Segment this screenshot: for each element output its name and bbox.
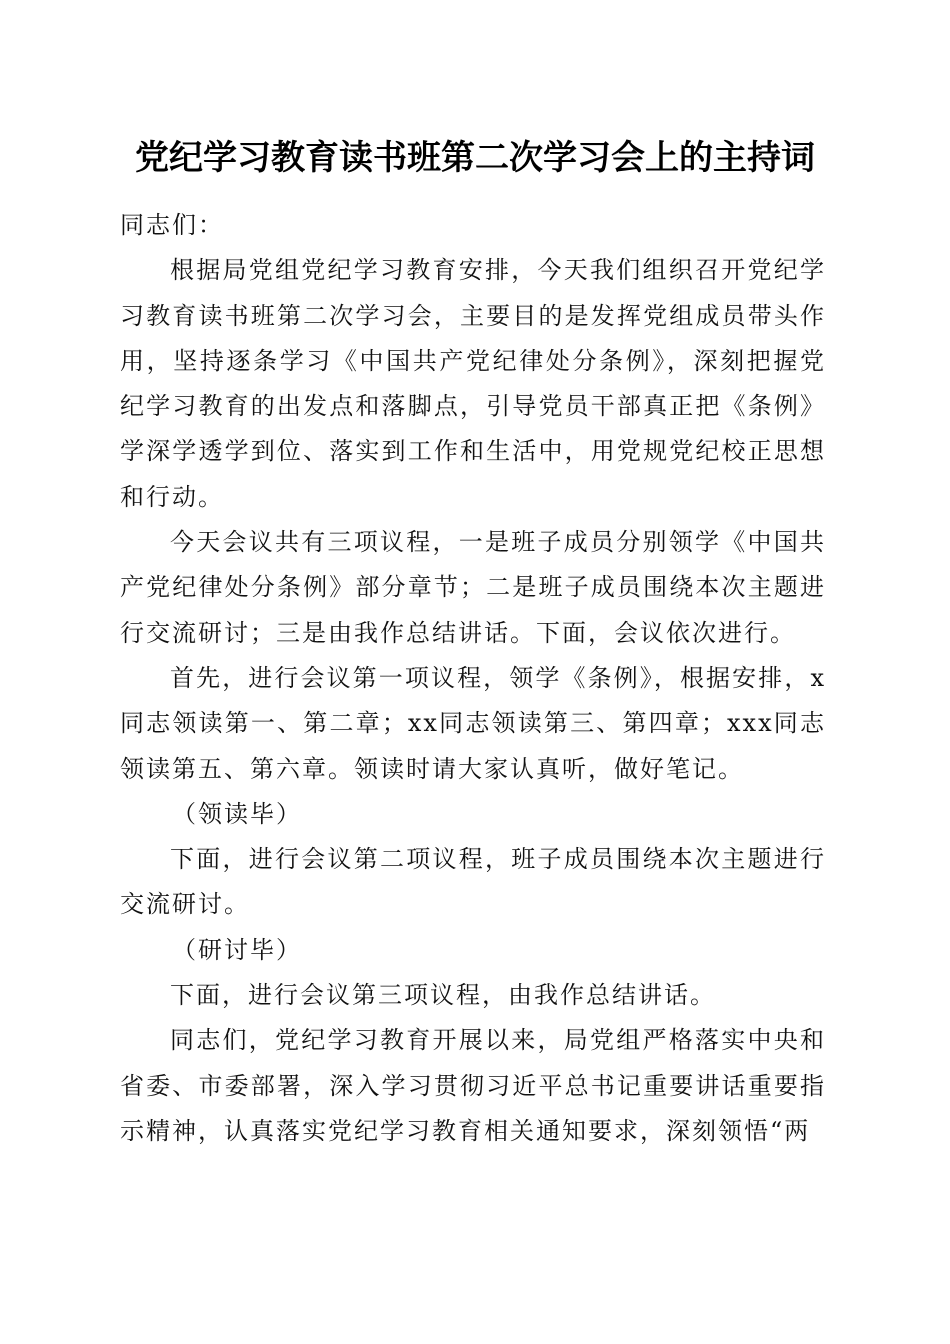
paragraph-agenda: 今天会议共有三项议程，一是班子成员分别领学《中国共产党纪律处分条例》部分章节；二是班子成员围绕本次主题进行交流研讨；三是由我作总结讲话。下面，会议依次进行。 [120, 528, 826, 647]
stage-note-reading-done: （领读毕） [172, 799, 302, 828]
paragraph-item-two: 下面，进行会议第二项议程，班子成员围绕本次主题进行交流研讨。 [120, 845, 826, 919]
paragraph-summary: 同志们，党纪学习教育开展以来，局党组严格落实中央和省委、市委部署，深入学习贯彻习近平总书记重要讲话重要指示精神，认真落实党纪学习教育相关通知要求，深刻领悟“两 [120, 1026, 826, 1145]
document-body [120, 203, 826, 1154]
paragraph-item-three: 下面，进行会议第三项议程，由我作总结讲话。 [170, 981, 716, 1010]
paragraph-item-one: 首先，进行会议第一项议程，领学《条例》，根据安排，x同志领读第一、第二章；xx同志领读第三、第四章；xxx同志领读第五、第六章。领读时请大家认真听，做好笔记。 [120, 663, 826, 783]
stage-note-discussion-done: （研讨毕） [172, 935, 302, 964]
salutation: 同志们： [120, 211, 224, 239]
paragraph-intro: 根据局党组党纪学习教育安排，今天我们组织召开党纪学习教育读书班第二次学习会，主要目的是发挥党组成员带头作用，坚持逐条学习《中国共产党纪律处分条例》，深刻把握党纪学习教育的出发点和落脚点，引导党员干部真正把《条例》学深学透学到位、落实到工作和生活中，用党规党纪校正思想和行动。 [120, 256, 826, 511]
document-title: 党纪学习教育读书班第二次学习会上的主持词 [135, 138, 815, 178]
